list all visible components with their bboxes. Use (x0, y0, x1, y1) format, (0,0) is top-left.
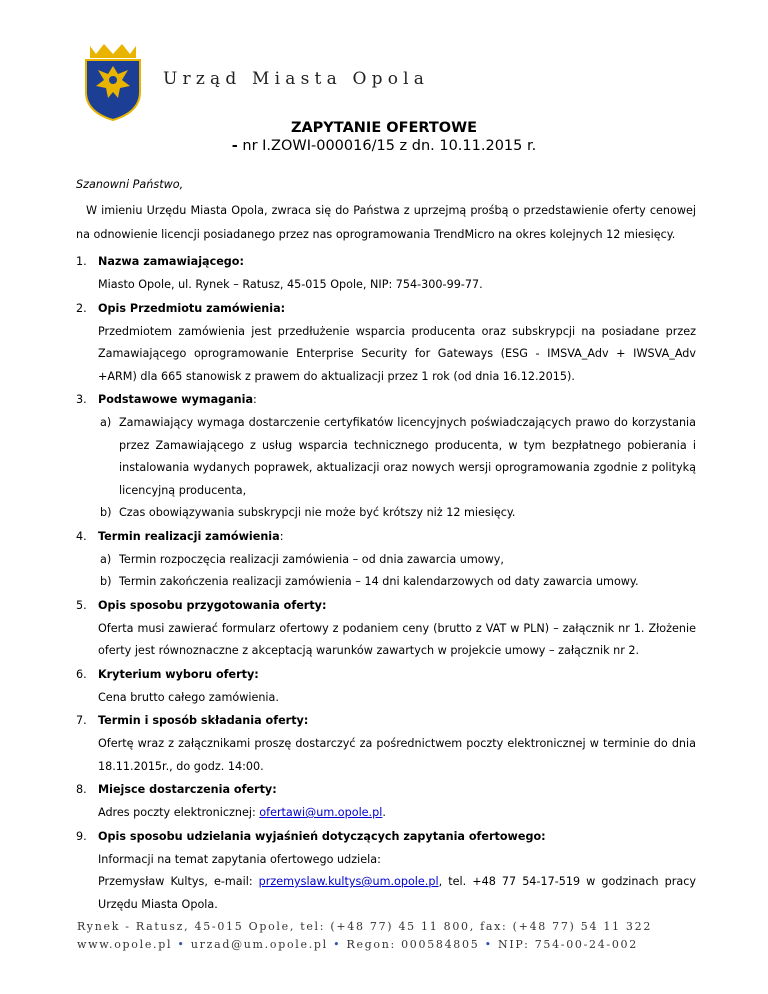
contact-intro: Informacji na temat zapytania ofertowego udziela: (98, 852, 381, 866)
greeting: Szanowni Państwo, (76, 178, 184, 191)
subtitle-number: nr I.ZOWI-000016/15 z dn. 10.11.2015 r. (242, 138, 537, 154)
footer-email: urzad@um.opole.pl (190, 938, 328, 951)
footer-website: www.opole.pl (77, 938, 173, 951)
list-item (76, 412, 696, 502)
subtitle-dash: - (231, 138, 238, 154)
list-letter: b) (100, 575, 112, 588)
list-item (76, 549, 696, 572)
section-4 (76, 525, 696, 594)
list-letter: b) (100, 506, 112, 519)
offer-email-link[interactable]: ofertawi@um.opole.pl (259, 806, 383, 819)
section-title-suffix: : (253, 393, 257, 406)
section-title-text: Termin realizacji zamówienia (98, 529, 280, 543)
section-title: Termin i sposób składania oferty: (98, 714, 309, 727)
contact-prefix: Przemysław Kultys, e-mail: (98, 875, 259, 888)
section-number: 3. (76, 393, 87, 406)
separator-dot: • (333, 938, 342, 951)
contact-suffix: , tel. +48 77 54-17-519 w godzinach pracy Urzędu Miasta Opola. (98, 875, 696, 911)
list-letter: a) (100, 552, 112, 566)
list-letter: a) (100, 416, 112, 429)
footer-line-2 (77, 936, 707, 954)
footer-line-1: Rynek - Ratusz, 45-015 Opole, tel: (+48 77) 45 11 800, fax: (+48 77) 54 11 322 (77, 920, 653, 933)
section-number: 6. (76, 667, 87, 681)
separator-dot: • (177, 938, 186, 951)
footer-nip: NIP: 754-00-24-002 (498, 938, 638, 951)
city-crest-logo (78, 40, 148, 122)
section-body (98, 802, 696, 825)
section-title (98, 388, 257, 412)
section-9 (76, 825, 696, 917)
list-item (76, 502, 696, 525)
section-3 (76, 388, 696, 525)
section-body: Cena brutto całego zamówienia. (98, 690, 279, 704)
list-text: Czas obowiązywania subskrypcji nie może być krótszy niż 12 miesięcy. (119, 506, 516, 519)
section-2 (76, 297, 696, 389)
section-title: Miejsce dostarczenia oferty: (98, 783, 277, 796)
list-text: Termin rozpoczęcia realizacji zamówienia – od dnia zawarcia umowy, (119, 552, 504, 566)
list-text: Termin zakończenia realizacji zamówienia – 14 dni kalendarzowych od daty zawarcia umowy. (119, 575, 639, 588)
section-body (98, 849, 696, 917)
section-7 (76, 709, 696, 778)
footer-regon: Regon: 000584805 (346, 938, 480, 951)
section-title-suffix: : (279, 529, 284, 543)
contact-email-link[interactable]: przemyslaw.kultys@um.opole.pl (258, 875, 439, 888)
section-title: Kryterium wyboru oferty: (98, 667, 259, 681)
document-subtitle (0, 138, 768, 154)
list-item (76, 571, 696, 594)
letter-body (76, 178, 696, 916)
section-title-text: Podstawowe wymagania (98, 393, 254, 406)
body-prefix: Adres poczty elektronicznej: (98, 806, 260, 819)
list-text: Zamawiający wymaga dostarczenie certyfikatów licencyjnych poświadczających prawo do korzystania przez Zamawiającego z usług wsparcia technicznego producenta, w tym bezpłatnego pobierania i instalowania wydanych poprawek, aktualizacji oraz nowych wersji oprogramowania zgodnie z polityką licencyjną producenta, (119, 416, 696, 497)
section-title: Nazwa zamawiającego: (98, 255, 244, 268)
section-body: Przedmiotem zamówienia jest przedłużenie wsparcia producenta oraz subskrypcji na posiadane przez Zamawiającego oprogramowanie Enterprise Security for Gateways (ESG - IMSVA_Adv + IWSVA_Adv +ARM) dla 665 stanowisk z prawem do aktualizacji przez 1 rok (od dnia 16.12.2015). (98, 324, 696, 383)
section-8 (76, 778, 696, 825)
section-number: 9. (76, 829, 87, 843)
body-suffix: . (382, 806, 386, 819)
section-6 (76, 663, 696, 710)
section-number: 4. (76, 529, 87, 543)
intro-paragraph: W imieniu Urzędu Miasta Opola, zwraca się do Państwa z uprzejmą prośbą o przedstawienie oferty cenowej na odnowienie licencji posiadanego przez nas oprogramowania TrendMicro na okres kolejnych 12 miesięcy. (76, 204, 696, 241)
section-title: Opis sposobu udzielania wyjaśnień dotyczących zapytania ofertowego: (98, 829, 546, 843)
contact-line (98, 871, 696, 916)
section-number: 2. (76, 301, 87, 315)
section-1 (76, 250, 696, 297)
document-title: ZAPYTANIE OFERTOWE (290, 120, 478, 136)
organization-name: Urząd Miasta Opola (163, 69, 430, 89)
section-body: Miasto Opole, ul. Rynek – Ratusz, 45-015 Opole, NIP: 754-300-99-77. (98, 278, 483, 291)
section-5 (76, 594, 696, 663)
separator-dot: • (484, 938, 493, 951)
section-title (98, 525, 283, 549)
section-title: Opis sposobu przygotowania oferty: (98, 598, 327, 612)
footer-address (77, 918, 707, 954)
section-number: 5. (76, 598, 87, 612)
section-number: 7. (76, 714, 87, 727)
section-body: Ofertę wraz z załącznikami proszę dostarczyć za pośrednictwem poczty elektronicznej w terminie do dnia 18.11.2015r., do godz. 14:00. (98, 737, 696, 773)
section-title: Opis Przedmiotu zamówienia: (98, 301, 286, 315)
section-number: 1. (76, 255, 87, 268)
section-body: Oferta musi zawierać formularz ofertowy z podaniem ceny (brutto z VAT w PLN) – załącznik nr 1. Złożenie oferty jest równoznaczne z akceptacją warunków zawartych w projekcie umowy – załącznik nr 2. (98, 621, 696, 657)
section-number: 8. (76, 783, 87, 796)
